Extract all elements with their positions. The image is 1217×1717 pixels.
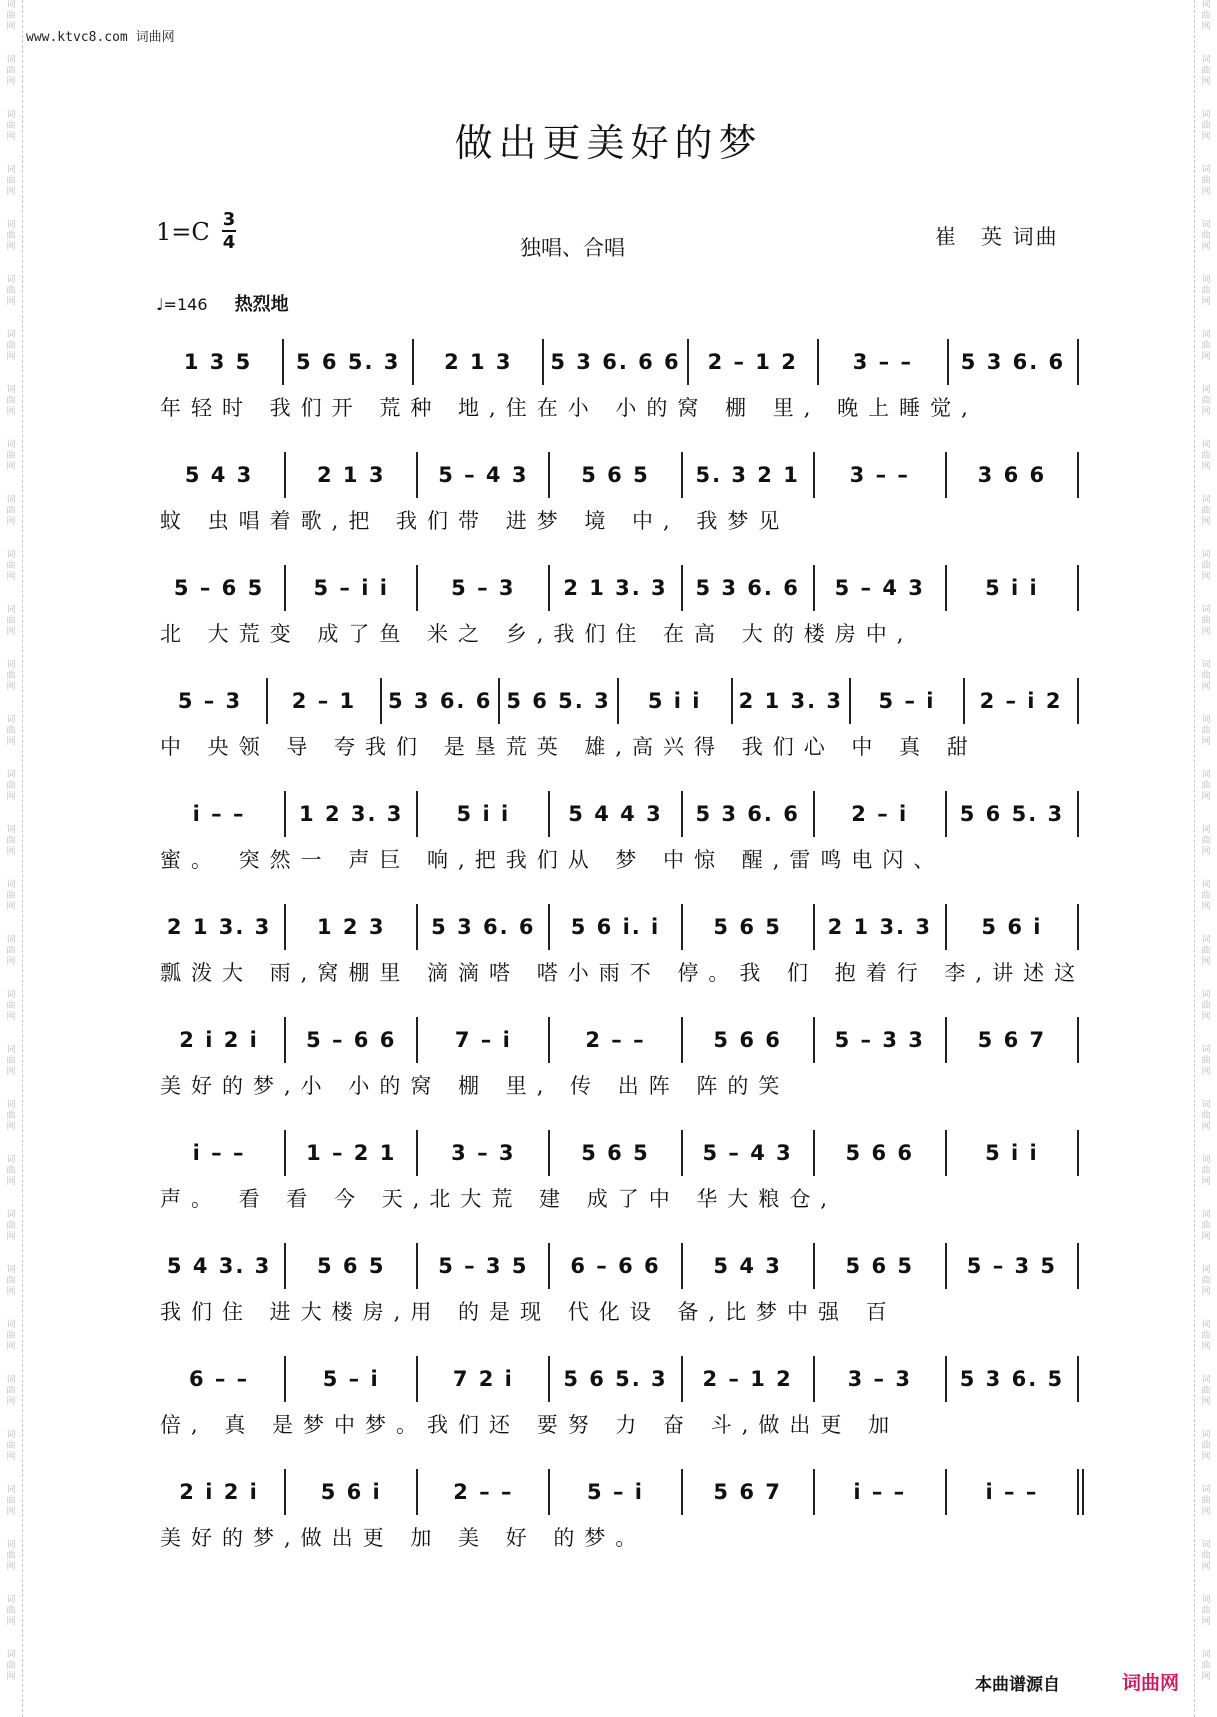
right-watermark-strip bbox=[1194, 0, 1217, 1717]
watermark-text: 词 曲 网 bbox=[6, 1045, 16, 1077]
measure: 1 – 2 1 bbox=[306, 1141, 397, 1165]
barline bbox=[380, 678, 382, 724]
watermark-text: 词 曲 网 bbox=[6, 1155, 16, 1187]
watermark-text: 词 曲 网 bbox=[1201, 1265, 1211, 1297]
barline bbox=[687, 339, 689, 385]
score-system bbox=[160, 449, 1085, 541]
measure: 5 – 3 5 bbox=[966, 1254, 1058, 1278]
measure: 5 – i bbox=[587, 1480, 644, 1504]
barline bbox=[284, 904, 286, 950]
measure: 5 6 5. 3 bbox=[506, 689, 611, 713]
barline bbox=[681, 791, 683, 837]
measure: 5 6 5 bbox=[316, 1254, 386, 1278]
barline bbox=[945, 1130, 947, 1176]
final-barline bbox=[1077, 1469, 1079, 1515]
measure: 5 6 i. i bbox=[570, 915, 661, 939]
barline bbox=[548, 791, 550, 837]
score-system bbox=[160, 1353, 1085, 1445]
measure: 5 – i bbox=[878, 689, 936, 713]
score-system bbox=[160, 1240, 1085, 1332]
tempo-marking bbox=[156, 290, 289, 316]
barline bbox=[416, 791, 418, 837]
measure: 5 6 5 bbox=[713, 915, 782, 939]
meter-bottom: 4 bbox=[222, 232, 236, 253]
barline bbox=[284, 1356, 286, 1402]
score-system bbox=[160, 1466, 1085, 1558]
watermark-text: 词 曲 网 bbox=[1201, 880, 1211, 912]
barline bbox=[1077, 678, 1079, 724]
barline bbox=[617, 678, 619, 724]
watermark-text: 词 曲 网 bbox=[1201, 990, 1211, 1022]
measure: 5 6 5 bbox=[845, 1254, 914, 1278]
watermark-text: 词 曲 网 bbox=[1201, 1100, 1211, 1132]
measure: 3 – 3 bbox=[451, 1141, 516, 1165]
watermark-text: 词 曲 网 bbox=[6, 385, 16, 417]
watermark-text: 词 曲 网 bbox=[6, 1320, 16, 1352]
score-system bbox=[160, 336, 1085, 428]
watermark-text: 词 曲 网 bbox=[6, 880, 16, 912]
barline bbox=[945, 791, 947, 837]
barline bbox=[416, 565, 418, 611]
measure: 5 3 6. 6 bbox=[695, 576, 800, 600]
watermark-text: 词 曲 网 bbox=[6, 0, 16, 32]
measure: 5 3 6. 6 bbox=[960, 350, 1066, 374]
watermark-text: 词 曲 网 bbox=[6, 495, 16, 527]
watermark-text: 词 曲 网 bbox=[1201, 110, 1211, 142]
barline bbox=[1077, 1356, 1079, 1402]
watermark-text: 词 曲 网 bbox=[6, 990, 16, 1022]
measure: 5 4 3 bbox=[713, 1254, 782, 1278]
lyrics-line: 倍, 真 是梦中梦。我们还 要努 力 奋 斗,做出更 加 bbox=[160, 1413, 900, 1437]
tempo-style: 热烈地 bbox=[234, 294, 289, 315]
measure: 5 – 4 3 bbox=[702, 1141, 793, 1165]
barline bbox=[813, 1017, 815, 1063]
measure: 5 – 4 3 bbox=[834, 576, 925, 600]
barline bbox=[1077, 339, 1079, 385]
watermark-text: 词 曲 网 bbox=[1201, 1485, 1211, 1517]
notes-row bbox=[160, 1466, 1085, 1518]
measure: 1 3 5 bbox=[183, 350, 253, 374]
barline bbox=[813, 1469, 815, 1515]
watermark-text: 词 曲 网 bbox=[1201, 1595, 1211, 1627]
measure: 3 – – bbox=[852, 350, 913, 374]
lyrics-line: 声。 看 看 今 天,北大荒 建 成了中 华大粮仓, bbox=[160, 1187, 838, 1211]
barline bbox=[947, 339, 949, 385]
barline bbox=[813, 565, 815, 611]
barline bbox=[548, 1356, 550, 1402]
author-credit: 崔 英 词曲 bbox=[935, 225, 1059, 249]
watermark-text: 词 曲 网 bbox=[1201, 660, 1211, 692]
notes-row bbox=[160, 336, 1085, 388]
barline bbox=[284, 565, 286, 611]
barline bbox=[542, 339, 544, 385]
lyrics-line: 蜜。 突然一 声巨 响,把我们从 梦 中惊 醒,雷鸣电闪、 bbox=[160, 848, 945, 872]
barline bbox=[681, 1243, 683, 1289]
barline bbox=[1077, 565, 1079, 611]
measure: 5 6 5. 3 bbox=[959, 802, 1065, 826]
watermark-text: 词 曲 网 bbox=[1201, 220, 1211, 252]
measure: 2 1 3 bbox=[316, 463, 386, 487]
score-system bbox=[160, 562, 1085, 654]
measure: 5 3 6. 6 bbox=[387, 689, 493, 713]
barline bbox=[416, 1469, 418, 1515]
measure: i – – bbox=[985, 1480, 1039, 1504]
barline bbox=[1077, 1243, 1079, 1289]
measure: 5 i i bbox=[985, 576, 1039, 600]
measure: 5 i i bbox=[456, 802, 511, 826]
measure: 7 – i bbox=[454, 1028, 512, 1052]
watermark-text: 词 曲 网 bbox=[6, 165, 16, 197]
measure: 5 3 6. 6 6 bbox=[550, 350, 681, 374]
watermark-text: 词 曲 网 bbox=[1201, 1650, 1211, 1682]
watermark-text: 词 曲 网 bbox=[1201, 55, 1211, 87]
watermark-text: 词 曲 网 bbox=[1201, 550, 1211, 582]
barline bbox=[731, 678, 733, 724]
score-system bbox=[160, 901, 1085, 993]
watermark-text: 词 曲 网 bbox=[6, 1485, 16, 1517]
lyrics-line: 年轻时 我们开 荒种 地,住在小 小的窝 棚 里, 晚上睡觉, bbox=[160, 396, 978, 420]
barline bbox=[416, 904, 418, 950]
barline bbox=[284, 1017, 286, 1063]
barline bbox=[681, 565, 683, 611]
watermark-text: 词 曲 网 bbox=[6, 55, 16, 87]
barline bbox=[416, 1243, 418, 1289]
measure: 6 – 6 6 bbox=[570, 1254, 661, 1278]
barline bbox=[412, 339, 414, 385]
watermark-text: 词 曲 网 bbox=[6, 330, 16, 362]
watermark-text: 词 曲 网 bbox=[6, 110, 16, 142]
measure: 5 – 3 bbox=[451, 576, 516, 600]
left-watermark-strip bbox=[0, 0, 23, 1717]
watermark-text: 词 曲 网 bbox=[1201, 1430, 1211, 1462]
measure: 5 6 5. 3 bbox=[563, 1367, 668, 1391]
barline bbox=[813, 791, 815, 837]
score-system bbox=[160, 1014, 1085, 1106]
measure: 5 i i bbox=[985, 1141, 1039, 1165]
watermark-text: 词 曲 网 bbox=[1201, 330, 1211, 362]
measure: 2 – – bbox=[453, 1480, 514, 1504]
barline bbox=[681, 1017, 683, 1063]
measure: 2 – 1 2 bbox=[707, 350, 798, 374]
notes-row bbox=[160, 449, 1085, 501]
measure: 2 1 3 bbox=[444, 350, 513, 374]
measure: 2 1 3. 3 bbox=[166, 915, 272, 939]
measure: 2 1 3. 3 bbox=[738, 689, 844, 713]
notes-row bbox=[160, 562, 1085, 614]
watermark-text: 词 曲 网 bbox=[1201, 1210, 1211, 1242]
measure: 5 4 4 3 bbox=[568, 802, 663, 826]
barline bbox=[681, 1356, 683, 1402]
watermark-text: 词 曲 网 bbox=[1201, 1155, 1211, 1187]
barline bbox=[945, 1469, 947, 1515]
barline bbox=[416, 1356, 418, 1402]
barline bbox=[813, 452, 815, 498]
measure: 5 4 3 bbox=[184, 463, 254, 487]
measure: 5 6 6 bbox=[845, 1141, 914, 1165]
measure: 2 1 3. 3 bbox=[563, 576, 668, 600]
barline bbox=[681, 1130, 683, 1176]
watermark-text: 词 曲 网 bbox=[1201, 1045, 1211, 1077]
watermark-text: 词 曲 网 bbox=[6, 715, 16, 747]
measure: 2 – – bbox=[585, 1028, 646, 1052]
measure: 5 3 6. 6 bbox=[431, 915, 536, 939]
measure: 5 3 6. 6 bbox=[695, 802, 800, 826]
barline bbox=[945, 452, 947, 498]
watermark-text: 词 曲 网 bbox=[6, 1430, 16, 1462]
measure: 3 – – bbox=[849, 463, 910, 487]
barline bbox=[1077, 904, 1079, 950]
barline bbox=[548, 565, 550, 611]
measure: 2 – 1 2 bbox=[702, 1367, 793, 1391]
lyrics-line: 我们住 进大楼房,用 的是现 代化设 备,比梦中强 百 bbox=[160, 1300, 897, 1324]
lyrics-line: 美好的梦,做出更 加 美 好 的梦。 bbox=[160, 1526, 647, 1550]
measure: 5 – i bbox=[322, 1367, 380, 1391]
barline bbox=[266, 678, 268, 724]
notes-row bbox=[160, 1240, 1085, 1292]
meter-top: 3 bbox=[222, 209, 236, 230]
notes-row bbox=[160, 1127, 1085, 1179]
measure: 5 – 3 5 bbox=[438, 1254, 529, 1278]
watermark-text: 词 曲 网 bbox=[6, 1100, 16, 1132]
lyrics-line: 北 大荒变 成了鱼 米之 乡,我们住 在高 大的楼房中, bbox=[160, 622, 914, 646]
measure: i – – bbox=[192, 1141, 246, 1165]
barline bbox=[945, 1017, 947, 1063]
measure: 2 1 3. 3 bbox=[827, 915, 932, 939]
watermark-text: 词 曲 网 bbox=[1201, 715, 1211, 747]
barline bbox=[1077, 452, 1079, 498]
watermark-text: 词 曲 网 bbox=[1201, 165, 1211, 197]
barline bbox=[548, 1130, 550, 1176]
measure: 5 – 4 3 bbox=[438, 463, 529, 487]
watermark-text: 词 曲 网 bbox=[6, 220, 16, 252]
measure: 5 – 3 bbox=[177, 689, 243, 713]
site-url: www.ktvc8.com 词曲网 bbox=[26, 30, 175, 45]
key-signature: 1=C bbox=[156, 218, 210, 246]
watermark-text: 词 曲 网 bbox=[6, 1650, 16, 1682]
watermark-text: 词 曲 网 bbox=[1201, 1320, 1211, 1352]
barline bbox=[817, 339, 819, 385]
measure: 2 i 2 i bbox=[179, 1028, 259, 1052]
watermark-text: 词 曲 网 bbox=[1201, 0, 1211, 32]
measure: 5 6 5 bbox=[581, 1141, 650, 1165]
barline bbox=[813, 904, 815, 950]
score-system bbox=[160, 1127, 1085, 1219]
footer-brand: 词曲网 bbox=[1122, 1672, 1180, 1694]
watermark-text: 词 曲 网 bbox=[6, 660, 16, 692]
watermark-text: 词 曲 网 bbox=[6, 1540, 16, 1572]
watermark-text: 词 曲 网 bbox=[6, 1375, 16, 1407]
score-system bbox=[160, 675, 1085, 767]
lyrics-line: 瓢泼大 雨,窝棚里 滴滴嗒 嗒小雨不 停。我 们 抱着行 李,讲述这 bbox=[160, 961, 1086, 985]
barline bbox=[963, 678, 965, 724]
barline bbox=[548, 1243, 550, 1289]
measure: i – – bbox=[192, 802, 246, 826]
barline bbox=[548, 452, 550, 498]
measure: 7 2 i bbox=[452, 1367, 514, 1391]
watermark-text: 词 曲 网 bbox=[6, 770, 16, 802]
measure: 1 2 3. 3 bbox=[299, 802, 404, 826]
notes-row bbox=[160, 675, 1085, 727]
measure: 5 i i bbox=[647, 689, 702, 713]
watermark-text: 词 曲 网 bbox=[1201, 935, 1211, 967]
song-title: 做出更美好的梦 bbox=[454, 121, 763, 165]
measure: 5 4 3. 3 bbox=[166, 1254, 272, 1278]
barline bbox=[813, 1130, 815, 1176]
measure: 5 – i i bbox=[313, 576, 389, 600]
measure: 3 6 6 bbox=[977, 463, 1047, 487]
barline bbox=[1077, 1130, 1079, 1176]
watermark-text: 词 曲 网 bbox=[6, 1265, 16, 1297]
score-system bbox=[160, 788, 1085, 880]
barline bbox=[284, 1243, 286, 1289]
lyrics-line: 美好的梦,小 小的窝 棚 里, 传 出阵 阵的笑 bbox=[160, 1074, 790, 1098]
watermark-text: 词 曲 网 bbox=[1201, 275, 1211, 307]
measure: 5 – 6 6 bbox=[306, 1028, 397, 1052]
measure: 5 6 5 bbox=[581, 463, 650, 487]
barline bbox=[1077, 1017, 1079, 1063]
watermark-text: 词 曲 网 bbox=[6, 1595, 16, 1627]
barline bbox=[416, 452, 418, 498]
barline bbox=[284, 1469, 286, 1515]
lyrics-line: 中 央领 导 夸我们 是垦荒英 雄,高兴得 我们心 中 真 甜 bbox=[160, 735, 978, 759]
barline bbox=[681, 1469, 683, 1515]
barline bbox=[813, 1356, 815, 1402]
lyrics-line: 蚊 虫唱着歌,把 我们带 进梦 境 中, 我梦见 bbox=[160, 509, 790, 533]
watermark-text: 词 曲 网 bbox=[6, 550, 16, 582]
watermark-text: 词 曲 网 bbox=[1201, 385, 1211, 417]
barline bbox=[849, 678, 851, 724]
barline bbox=[548, 1017, 550, 1063]
measure: 2 i 2 i bbox=[179, 1480, 259, 1504]
watermark-text: 词 曲 网 bbox=[6, 1210, 16, 1242]
measure: 5 – 3 3 bbox=[834, 1028, 925, 1052]
barline bbox=[681, 452, 683, 498]
watermark-text: 词 曲 网 bbox=[1201, 770, 1211, 802]
barline bbox=[945, 1356, 947, 1402]
watermark-text: 词 曲 网 bbox=[6, 440, 16, 472]
measure: 5 6 7 bbox=[713, 1480, 782, 1504]
notes-row bbox=[160, 901, 1085, 953]
measure: 1 2 3 bbox=[316, 915, 386, 939]
barline bbox=[813, 1243, 815, 1289]
watermark-text: 词 曲 网 bbox=[1201, 1540, 1211, 1572]
measure: 3 – 3 bbox=[847, 1367, 912, 1391]
barline bbox=[416, 1017, 418, 1063]
watermark-text: 词 曲 网 bbox=[6, 825, 16, 857]
notes-row bbox=[160, 788, 1085, 840]
barline bbox=[945, 1243, 947, 1289]
watermark-text: 词 曲 网 bbox=[1201, 825, 1211, 857]
barline bbox=[498, 678, 500, 724]
watermark-text: 词 曲 网 bbox=[1201, 1375, 1211, 1407]
measure: 5 6 5. 3 bbox=[296, 350, 401, 374]
measure: 2 – i bbox=[851, 802, 909, 826]
watermark-text: 词 曲 网 bbox=[1201, 495, 1211, 527]
barline bbox=[548, 904, 550, 950]
barline bbox=[681, 904, 683, 950]
watermark-text: 词 曲 网 bbox=[6, 935, 16, 967]
measure: 5 6 7 bbox=[977, 1028, 1047, 1052]
measure: 5 – 6 5 bbox=[173, 576, 265, 600]
measure: 5 6 i bbox=[981, 915, 1043, 939]
measure: 2 – 1 bbox=[291, 689, 357, 713]
barline bbox=[548, 1469, 550, 1515]
barline bbox=[1077, 791, 1079, 837]
measure: 5 3 6. 5 bbox=[959, 1367, 1065, 1391]
notes-row bbox=[160, 1014, 1085, 1066]
footer-source: 本曲谱源自 bbox=[975, 1675, 1060, 1695]
tempo-mark: ♩=146 bbox=[156, 295, 208, 314]
measure: 5 6 i bbox=[320, 1480, 382, 1504]
time-signature bbox=[222, 210, 236, 252]
watermark-text: 词 曲 网 bbox=[6, 275, 16, 307]
watermark-text: 词 曲 网 bbox=[1201, 605, 1211, 637]
barline bbox=[945, 904, 947, 950]
watermark-text: 词 曲 网 bbox=[1201, 440, 1211, 472]
measure: 5 6 6 bbox=[713, 1028, 782, 1052]
barline bbox=[284, 791, 286, 837]
barline bbox=[282, 339, 284, 385]
measure: 5. 3 2 1 bbox=[695, 463, 800, 487]
measure: 2 – i 2 bbox=[979, 689, 1063, 713]
notes-row bbox=[160, 1353, 1085, 1405]
barline bbox=[284, 452, 286, 498]
measure: 6 – – bbox=[188, 1367, 250, 1391]
barline bbox=[416, 1130, 418, 1176]
measure: i – – bbox=[853, 1480, 907, 1504]
barline bbox=[945, 565, 947, 611]
barline bbox=[284, 1130, 286, 1176]
watermark-text: 词 曲 网 bbox=[6, 605, 16, 637]
performance-type: 独唱、合唱 bbox=[520, 236, 625, 260]
